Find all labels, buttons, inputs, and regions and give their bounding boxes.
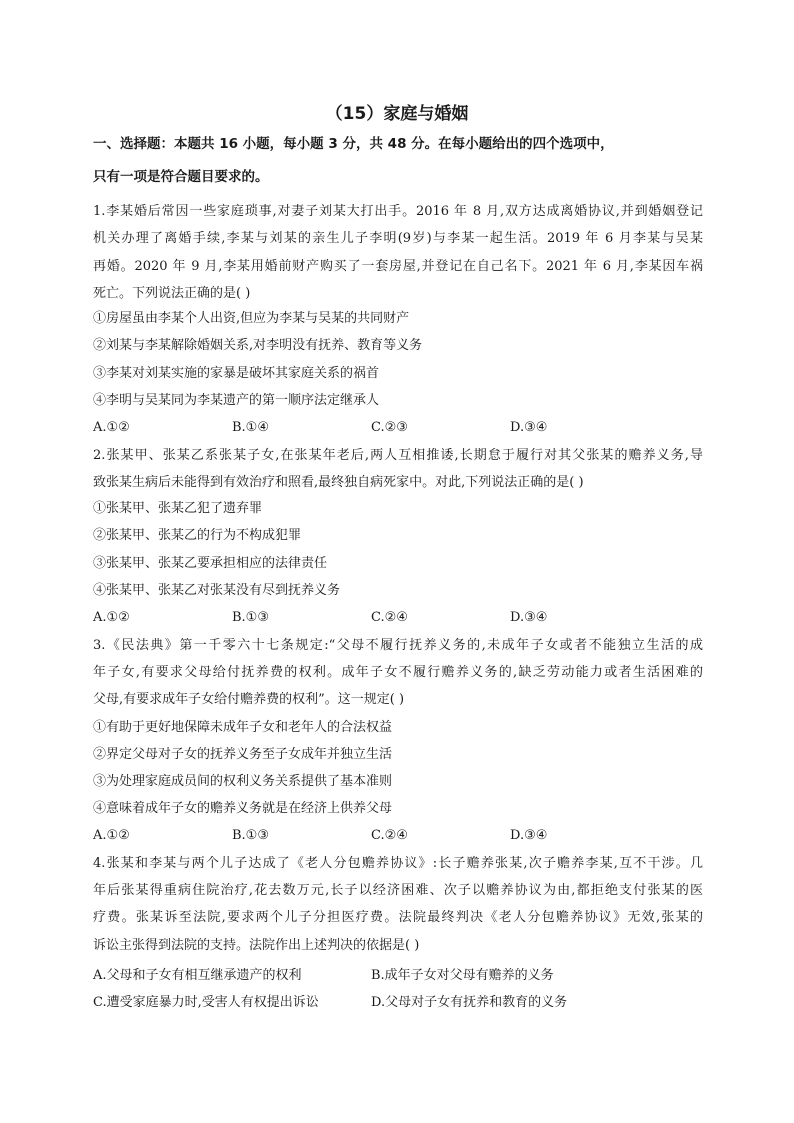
q4-text-line: 疗费。张某诉至法院,要求两个儿子分担医疗费。法院最终判决《老人分包赡养协议》无效,张某的 (93, 910, 703, 925)
q2-option-b[interactable]: B.①③ (232, 610, 269, 625)
q3-text-line: 年子女,有要求父母给付抚养费的权利。成年子女不履行赡养义务的,缺乏劳动能力或者生活困难的 (93, 665, 703, 680)
q3-statement: ②界定父母对子女的抚养义务至子女成年并独立生活 (93, 747, 393, 762)
q2-text-line: 2.张某甲、张某乙系张某子女,在张某年老后,两人互相推诿,长期怠于履行对其父张某的赡养义务,导 (93, 448, 703, 463)
q3-text-line: 3.《民法典》第一千零六十七条规定:“父母不履行抚养义务的,未成年子女或者不能独立生活的成 (93, 638, 703, 653)
section-heading-line2: 只有一项是符合题目要求的。 (93, 169, 269, 185)
q2-statement: ③张某甲、张某乙要承担相应的法律责任 (93, 556, 328, 571)
q1-option-c[interactable]: C.②③ (371, 420, 408, 435)
q1-statement: ①房屋虽由李某个人出资,但应为李某与吴某的共同财产 (93, 311, 410, 326)
q3-option-c[interactable]: C.②④ (371, 828, 408, 843)
q1-statement: ③李某对刘某实施的家暴是破坏其家庭关系的祸首 (93, 366, 380, 381)
section-heading-line1: 一、选择题：本题共 16 小题，每小题 3 分，共 48 分。在每小题给出的四个选项中， (93, 136, 614, 152)
q4-text-line: 4.张某和李某与两个儿子达成了《老人分包赡养协议》:长子赡养张某,次子赡养李某,互不干涉。几 (93, 856, 703, 871)
page-title: （15）家庭与婚姻 (325, 104, 469, 124)
q2-text-line: 致张某生病后未能得到有效治疗和照看,最终独自病死家中。对此,下列说法正确的是( ) (93, 475, 584, 490)
q1-option-d[interactable]: D.③④ (510, 420, 548, 435)
q1-statement: ②刘某与李某解除婚姻关系,对李明没有抚养、教育等义务 (93, 338, 423, 353)
q2-statement: ②张某甲、张某乙的行为不构成犯罪 (93, 528, 302, 543)
q3-statement: ④意味着成年子女的赡养义务就是在经济上供养父母 (93, 801, 393, 816)
q2-option-d[interactable]: D.③④ (510, 610, 548, 625)
q4-option-a[interactable]: A.父母和子女有相互继承遗产的权利 (93, 968, 302, 983)
q4-option-c[interactable]: C.遭受家庭暴力时,受害人有权提出诉讼 (93, 995, 319, 1010)
q1-text-line: 死亡。下列说法正确的是( ) (93, 286, 251, 301)
q2-statement: ④张某甲、张某乙对张某没有尽到抚养义务 (93, 583, 341, 598)
q4-text-line: 诉讼主张得到法院的支持。法院作出上述判决的依据是( ) (93, 938, 420, 953)
q4-option-b[interactable]: B.成年子女对父母有赡养的义务 (371, 968, 554, 983)
q2-option-c[interactable]: C.②④ (371, 610, 408, 625)
q3-statement: ①有助于更好地保障未成年子女和老年人的合法权益 (93, 720, 393, 735)
q1-option-a[interactable]: A.①② (93, 420, 130, 435)
q3-option-d[interactable]: D.③④ (510, 828, 548, 843)
q2-statement: ①张某甲、张某乙犯了遗弃罪 (93, 501, 263, 516)
q2-option-a[interactable]: A.①② (93, 610, 130, 625)
q3-option-a[interactable]: A.①② (93, 828, 130, 843)
q3-text-line: 父母,有要求成年子女给付赡养费的权利”。这一规定( ) (93, 692, 405, 707)
q4-option-d[interactable]: D.父母对子女有抚养和教育的义务 (371, 995, 568, 1010)
q1-option-b[interactable]: B.①④ (232, 420, 269, 435)
q4-text-line: 年后张某得重病住院治疗,花去数万元,长子以经济困难、次子以赡养协议为由,都拒绝支付张某的医 (93, 883, 703, 898)
q3-option-b[interactable]: B.①③ (232, 828, 269, 843)
q1-text-line: 1.李某婚后常因一些家庭琐事,对妻子刘某大打出手。2016 年 8 月,双方达成离婚协议,并到婚姻登记 (93, 204, 703, 219)
q3-statement: ③为处理家庭成员间的权利义务关系提供了基本准则 (93, 774, 393, 789)
q1-text-line: 再婚。2020 年 9 月,李某用婚前财产购买了一套房屋,并登记在自己名下。2021 年 6 月,李某因车祸 (93, 259, 703, 274)
q1-statement: ④李明与吴某同为李某遗产的第一顺序法定继承人 (93, 393, 380, 408)
q1-text-line: 机关办理了离婚手续,李某与刘某的亲生儿子李明(9岁)与李某一起生活。2019 年 6 月李某与吴某 (93, 231, 703, 246)
